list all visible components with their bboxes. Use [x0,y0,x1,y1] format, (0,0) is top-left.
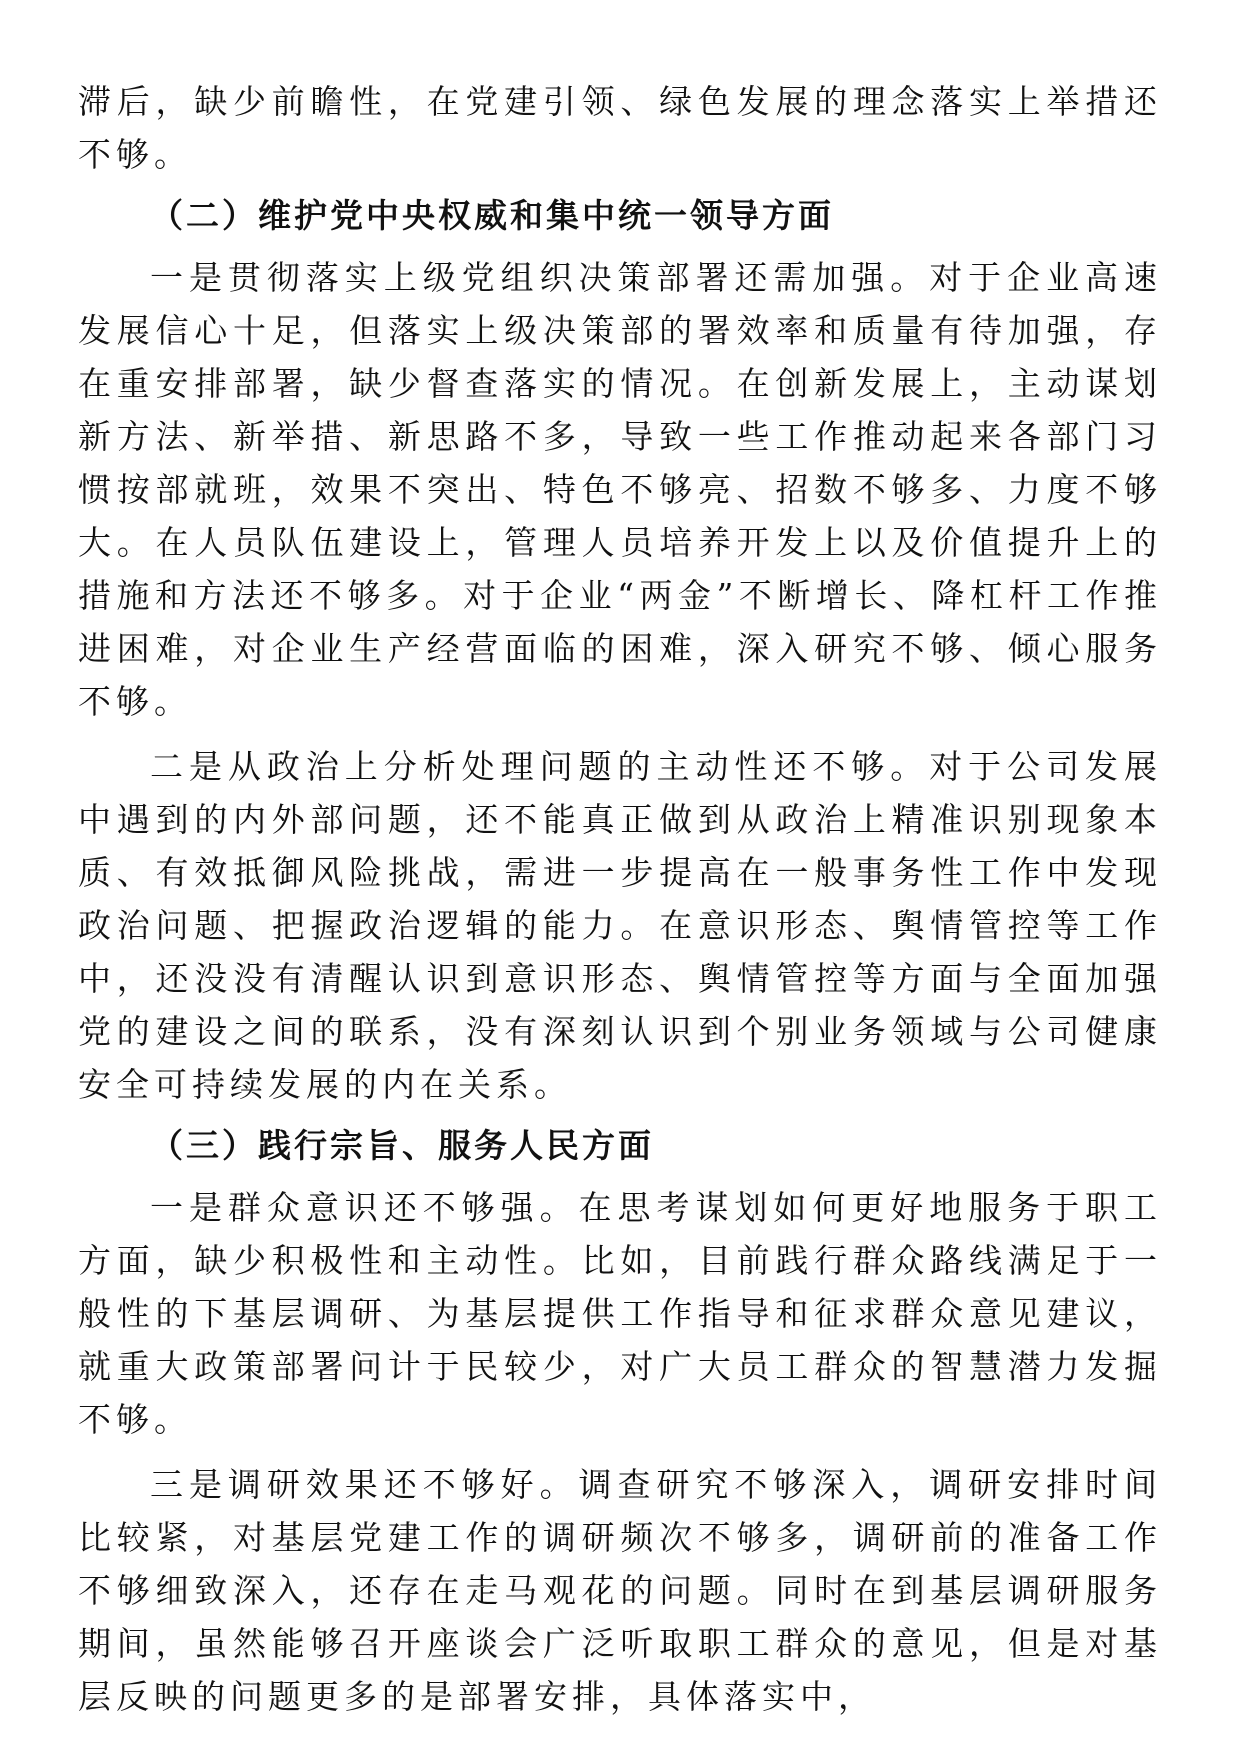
paragraph-2: 一是贯彻落实上级党组织决策部署还需加强。对于企业高速发展信心十足，但落实上级决策部的署效率和质量有待加强，存在重安排部署，缺少督查落实的情况。在创新发展上，主动谋划新方法、新举措、新思路不多，导致一些工作推动起来各部门习惯按部就班，效果不突出、特色不够亮、招数不够多、力度不够大。在人员队伍建设上，管理人员培养开发上以及价值提升上的措施和方法还不够多。对于企业“两金”不断增长、降杠杆工作推进困难，对企业生产经营面临的困难，深入研究不够、倾心服务不够。 [78,258,1162,721]
paragraph-4: 一是群众意识还不够强。在思考谋划如何更好地服务于职工方面，缺少积极性和主动性。比如，目前践行群众路线满足于一般性的下基层调研、为基层提供工作指导和征求群众意见建议，就重大政策部署问计于民较少，对广大员工群众的智慧潜力发掘不够。 [78,1188,1162,1439]
section-heading-2: （二）维护党中央权威和集中统一领导方面 [150,196,834,235]
section-heading-3: （三）践行宗旨、服务人民方面 [150,1126,654,1165]
paragraph-continuation: 滞后，缺少前瞻性，在党建引领、绿色发展的理念落实上举措还不够。 [78,82,1162,174]
paragraph-5: 三是调研效果还不够好。调查研究不够深入，调研安排时间比较紧，对基层党建工作的调研频次不够多，调研前的准备工作不够细致深入，还存在走马观花的问题。同时在到基层调研服务期间，虽然能够召开座谈会广泛听取职工群众的意见，但是对基层反映的问题更多的是部署安排，具体落实中， [78,1465,1162,1716]
paragraph-3: 二是从政治上分析处理问题的主动性还不够。对于公司发展中遇到的内外部问题，还不能真正做到从政治上精准识别现象本质、有效抵御风险挑战，需进一步提高在一般事务性工作中发现政治问题、把握政治逻辑的能力。在意识形态、舆情管控等工作中，还没没有清醒认识到意识形态、舆情管控等方面与全面加强党的建设之间的联系，没有深刻认识到个别业务领域与公司健康安全可持续发展的内在关系。 [78,747,1162,1104]
